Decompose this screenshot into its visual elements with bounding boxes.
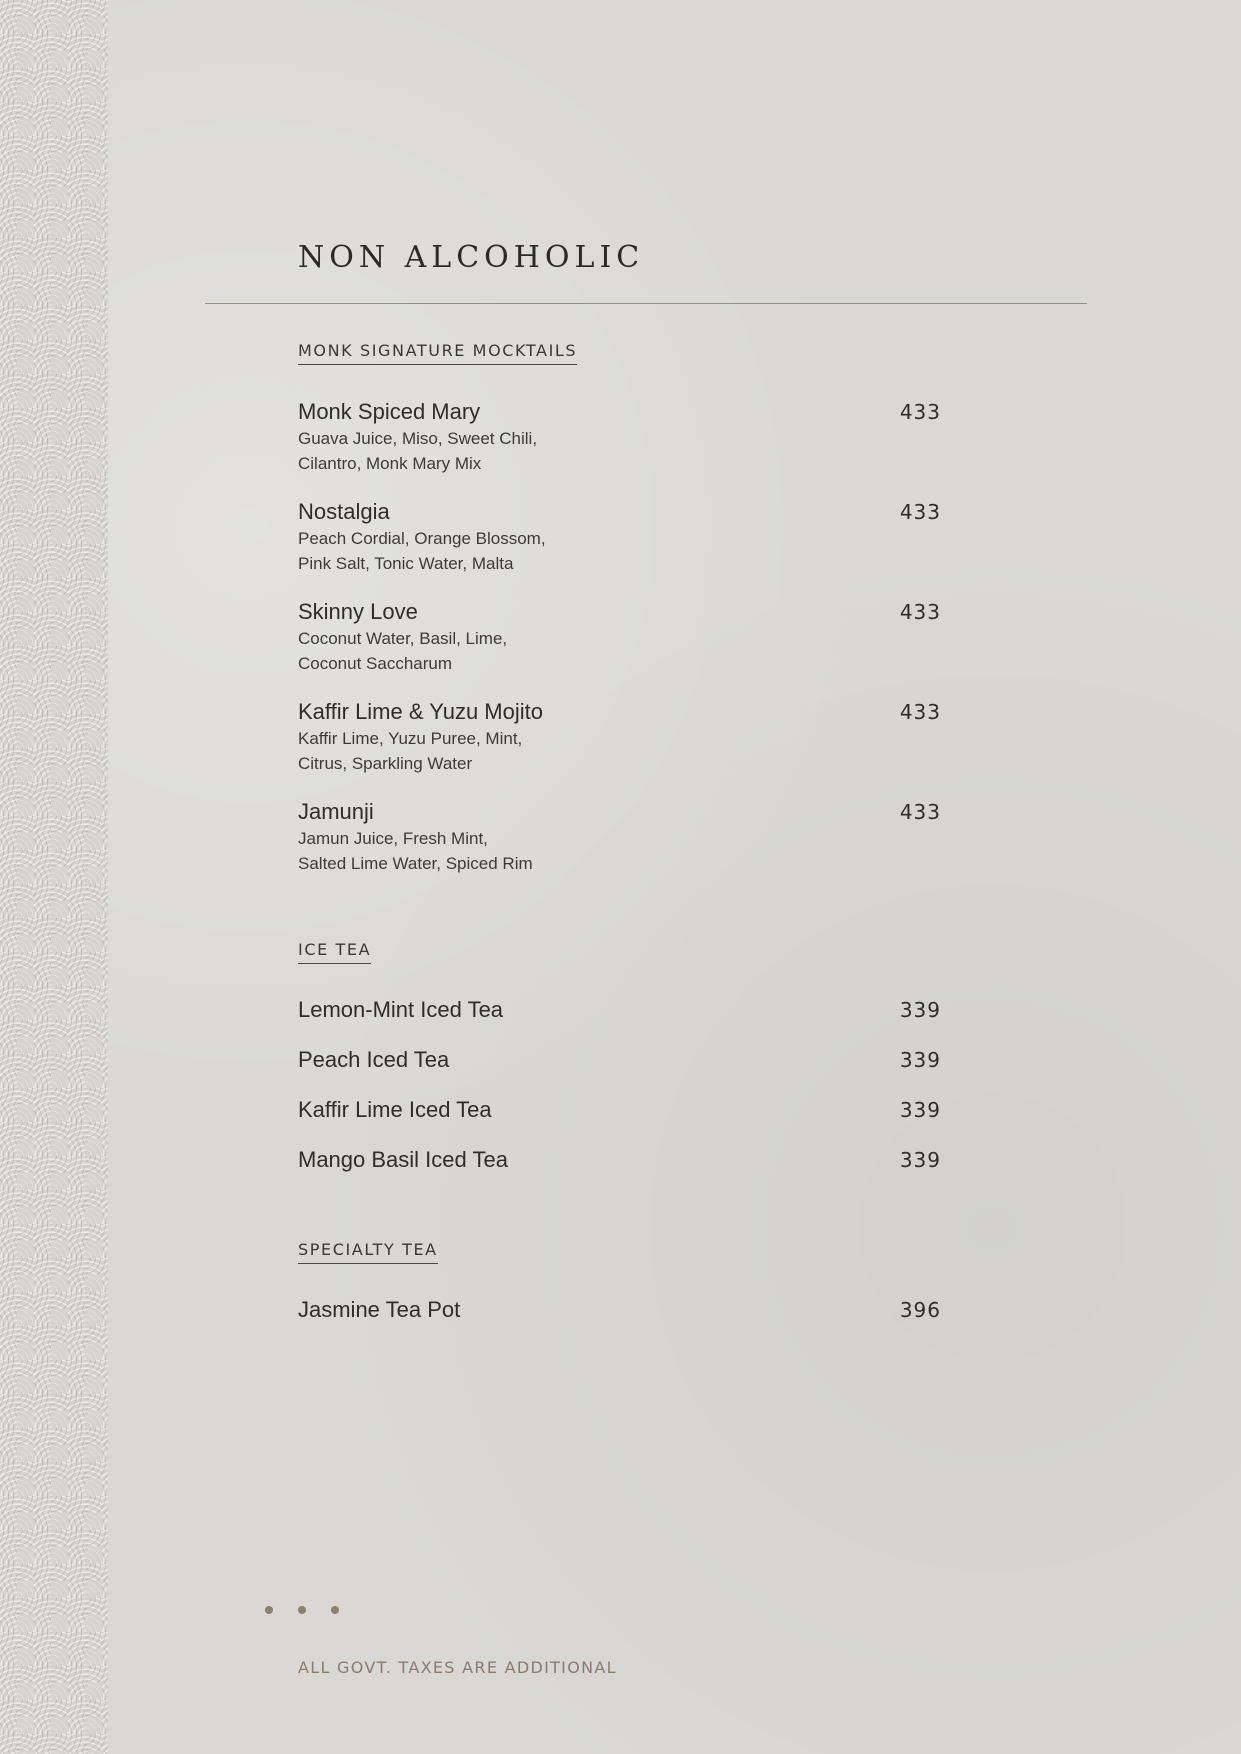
item-description: Salted Lime Water, Spiced Rim (298, 854, 533, 873)
menu-item (298, 798, 941, 876)
dot-icon (265, 1606, 273, 1614)
item-name: Kaffir Lime Iced Tea (298, 1097, 492, 1122)
menu-item (298, 1096, 941, 1124)
menu-item (298, 1046, 941, 1074)
item-price: 339 (899, 1098, 941, 1122)
item-description: Coconut Water, Basil, Lime, (298, 629, 508, 648)
item-price: 396 (899, 1298, 941, 1322)
item-description: Cilantro, Monk Mary Mix (298, 454, 482, 473)
item-description: Peach Cordial, Orange Blossom, (298, 529, 546, 548)
item-name: Nostalgia (298, 499, 390, 524)
menu-item (298, 1296, 941, 1324)
item-description: Kaffir Lime, Yuzu Puree, Mint, (298, 729, 523, 748)
item-price: 433 (899, 800, 941, 824)
section-heading-specialty-tea: SPECIALTY TEA (298, 1240, 438, 1264)
item-description: Citrus, Sparkling Water (298, 754, 473, 773)
item-description: Pink Salt, Tonic Water, Malta (298, 554, 514, 573)
item-name: Skinny Love (298, 599, 418, 624)
item-price: 339 (899, 998, 941, 1022)
item-price: 433 (899, 500, 941, 524)
item-description: Coconut Saccharum (298, 654, 453, 673)
item-price: 339 (899, 1048, 941, 1072)
item-name: Lemon-Mint Iced Tea (298, 997, 504, 1022)
section-heading-mocktails: MONK SIGNATURE MOCKTAILS (298, 341, 577, 365)
item-name: Peach Iced Tea (298, 1047, 450, 1072)
item-name: Mango Basil Iced Tea (298, 1147, 508, 1172)
item-description: Guava Juice, Miso, Sweet Chili, (298, 429, 538, 448)
item-name: Monk Spiced Mary (298, 399, 481, 424)
menu-item (298, 996, 941, 1024)
item-price: 433 (899, 700, 941, 724)
page-indicator-dots (265, 1606, 339, 1614)
menu-item (298, 498, 941, 576)
item-name: Kaffir Lime & Yuzu Mojito (298, 699, 543, 724)
dot-icon (331, 1606, 339, 1614)
menu-item (298, 398, 941, 476)
item-name: Jamunji (298, 799, 374, 824)
menu-item (298, 598, 941, 676)
item-price: 339 (899, 1148, 941, 1172)
title-divider (205, 303, 1087, 304)
item-name: Jasmine Tea Pot (298, 1297, 461, 1322)
page-title: NON ALCOHOLIC (298, 240, 645, 275)
dot-icon (298, 1606, 306, 1614)
tax-note: ALL GOVT. TAXES ARE ADDITIONAL (298, 1658, 617, 1677)
item-price: 433 (899, 400, 941, 424)
menu-item (298, 698, 941, 776)
item-description: Jamun Juice, Fresh Mint, (298, 829, 488, 848)
item-price: 433 (899, 600, 941, 624)
menu-item (298, 1146, 941, 1174)
side-wave-pattern (0, 0, 108, 1754)
section-heading-ice-tea: ICE TEA (298, 940, 371, 964)
